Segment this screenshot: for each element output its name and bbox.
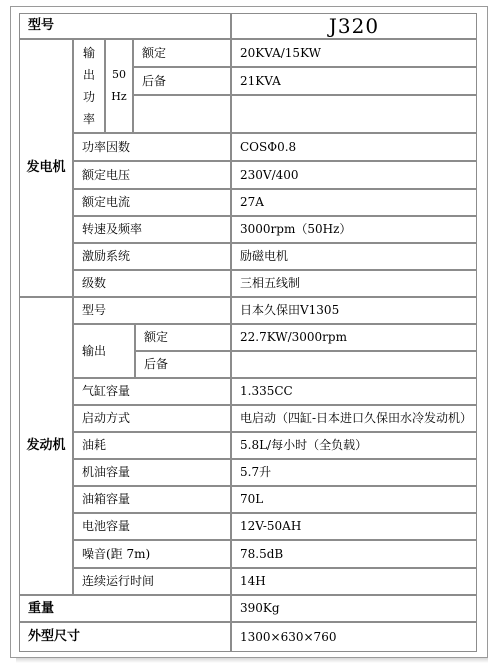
engine-section-title: 发动机 <box>19 297 73 595</box>
gen-rated-value: 20KVA/15KW <box>231 39 477 67</box>
spec-table <box>10 6 488 658</box>
engine-row-label: 连续运行时间 <box>73 568 231 595</box>
engine-row-value: 5.7升 <box>231 459 477 486</box>
gen-standby-value: 21KVA <box>231 67 477 95</box>
gen-frequency-unit: Hz <box>111 90 127 103</box>
gen-row-label: 级数 <box>73 270 231 297</box>
engine-standby-value <box>231 351 477 378</box>
engine-row-label: 气缸容量 <box>73 378 231 405</box>
engine-model-label: 型号 <box>73 297 231 324</box>
engine-standby-label: 后备 <box>135 351 231 378</box>
engine-row-value: 78.5dB <box>231 540 477 568</box>
gen-row-label: 激励系统 <box>73 243 231 270</box>
model-label: 型号 <box>19 13 231 39</box>
engine-row-label: 机油容量 <box>73 459 231 486</box>
engine-row-value: 70L <box>231 486 477 513</box>
weight-value: 390Kg <box>231 595 477 622</box>
engine-row-label: 电池容量 <box>73 513 231 540</box>
engine-row-value: 电启动（四缸-日本进口久保田水冷发动机） <box>231 405 477 432</box>
model-value: J320 <box>231 13 477 39</box>
gen-standby-label: 后备 <box>133 67 231 95</box>
dimensions-value: 1300×630×760 <box>231 622 477 652</box>
gen-empty-value <box>231 95 477 133</box>
gen-rated-label: 额定 <box>133 39 231 67</box>
gen-row-value: COSΦ0.8 <box>231 133 477 161</box>
gen-row-value: 励磁电机 <box>231 243 477 270</box>
gen-row-value: 230V/400 <box>231 161 477 189</box>
engine-row-label: 油箱容量 <box>73 486 231 513</box>
gen-row-label: 功率因数 <box>73 133 231 161</box>
gen-row-value: 27A <box>231 189 477 216</box>
engine-row-value: 12V-50AH <box>231 513 477 540</box>
engine-row-label: 噪音(距 7m) <box>73 540 231 568</box>
engine-row-value: 1.335CC <box>231 378 477 405</box>
gen-row-label: 额定电流 <box>73 189 231 216</box>
engine-output-label: 输出 <box>73 324 135 378</box>
engine-row-value: 5.8L/每小时（全负载） <box>231 432 477 459</box>
weight-label: 重量 <box>19 595 231 622</box>
gen-frequency-number: 50 <box>112 68 126 81</box>
gen-row-value: 3000rpm（50Hz） <box>231 216 477 243</box>
engine-row-label: 启动方式 <box>73 405 231 432</box>
engine-row-label: 油耗 <box>73 432 231 459</box>
dimensions-label: 外型尺寸 <box>19 622 231 652</box>
gen-row-value: 三相五线制 <box>231 270 477 297</box>
table-shadow-bottom <box>16 658 488 663</box>
gen-row-label: 转速及频率 <box>73 216 231 243</box>
engine-rated-value: 22.7KW/3000rpm <box>231 324 477 351</box>
engine-rated-label: 额定 <box>135 324 231 351</box>
gen-row-label: 额定电压 <box>73 161 231 189</box>
gen-frequency <box>105 39 133 133</box>
generator-section-title: 发电机 <box>19 39 73 297</box>
gen-output-power-text: 输出功率 <box>82 46 95 126</box>
gen-empty-label <box>133 95 231 133</box>
gen-output-power-label <box>73 39 105 133</box>
engine-row-value: 14H <box>231 568 477 595</box>
engine-model-value: 日本久保田V1305 <box>231 297 477 324</box>
